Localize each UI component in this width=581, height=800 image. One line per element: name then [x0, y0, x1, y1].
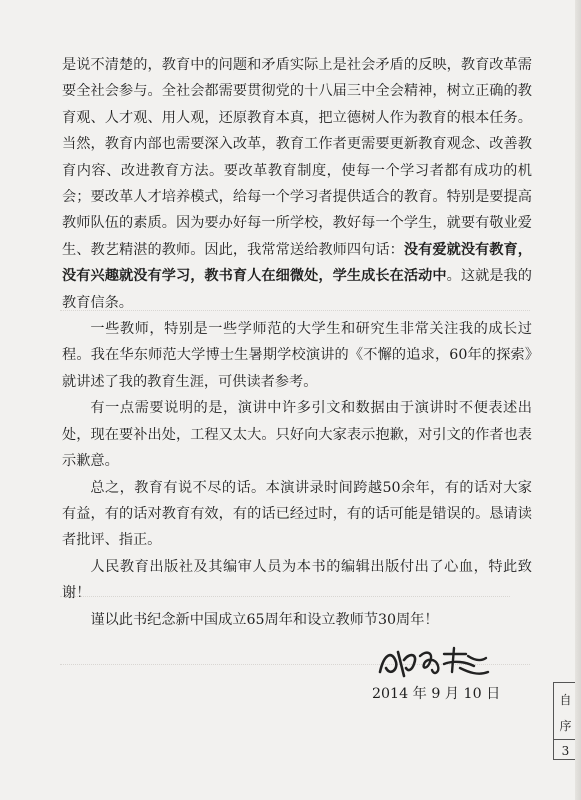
- side-tab-label-top: 自: [559, 693, 572, 707]
- author-signature: [374, 642, 504, 682]
- paragraph-text: 。这就是我的教育信条。: [62, 268, 532, 311]
- paragraph-text: 有一点需要说明的是，演讲中许多引文和数据由于演讲时不便表述出处，现在要补出处，工程又太大。只好向大家表示抱歉，对引文的作者也表示歉意。: [62, 400, 532, 470]
- side-tab-divider: [554, 739, 577, 740]
- paragraph-text: 一些教师，特别是一些学师范的大学生和研究生非常关注我的成长过程。我在华东师范大学博士生暑期学校演讲的《不懈的追求，60年的探索》就讲述了我的教育生涯，可供读者参考。: [62, 321, 532, 390]
- paragraph-text: 谨以此书纪念新中国成立65周年和设立教师节30周年！: [90, 611, 439, 628]
- preface-date: 2014 年 9 月 10 日: [372, 686, 501, 702]
- paragraph-text: 人民教育出版社及其编审人员为本书的编辑出版付出了心血，特此致谢！: [62, 558, 532, 602]
- side-tab-label-bottom: 序: [559, 719, 572, 733]
- preface-body: [62, 52, 532, 633]
- page-number: 3: [561, 744, 570, 758]
- body-paragraph: [62, 52, 532, 316]
- body-paragraph: [62, 607, 532, 633]
- paragraph-text: 是说不清楚的，教育中的问题和矛盾实际上是社会矛盾的反映，教育改革需要全社会参与。全社会都需要贯彻党的十八届三中全会精神，树立正确的教育观、人才观、用人观，还原教育本真，把立德树人作为教育的根本任务。当然，教育内部也需要深入改革，教育工作者更需要更新教育观念、改善教育内容、改进教育方法。要改革教育制度，使每一个学习者都有成功的机会；要改革人才培养模式，给每一个学习者提供适合的教育。特别是要提高教师队伍的素质。因为要办好每一所学校，教好每一个学生，就要有敬业爱生、教艺精湛的教师。因此，我常常送给教师四句话：: [62, 57, 532, 258]
- page-edge-shadow: [575, 0, 581, 800]
- emphasized-text: 没有爱就没有教育，没有兴趣就没有学习，教书育人在细微处，学生成长在活动中: [62, 241, 532, 285]
- chapter-side-tab: [553, 682, 577, 760]
- body-paragraph: [62, 395, 532, 474]
- paragraph-text: 总之，教育有说不尽的话。本演讲录时间跨越50余年，有的话对大家有益，有的话对教育有效，有的话已经过时，有的话可能是错误的。恳请读者批评、指正。: [62, 479, 532, 549]
- body-paragraph: [62, 475, 532, 554]
- body-paragraph: [62, 554, 532, 607]
- body-paragraph: [62, 316, 532, 395]
